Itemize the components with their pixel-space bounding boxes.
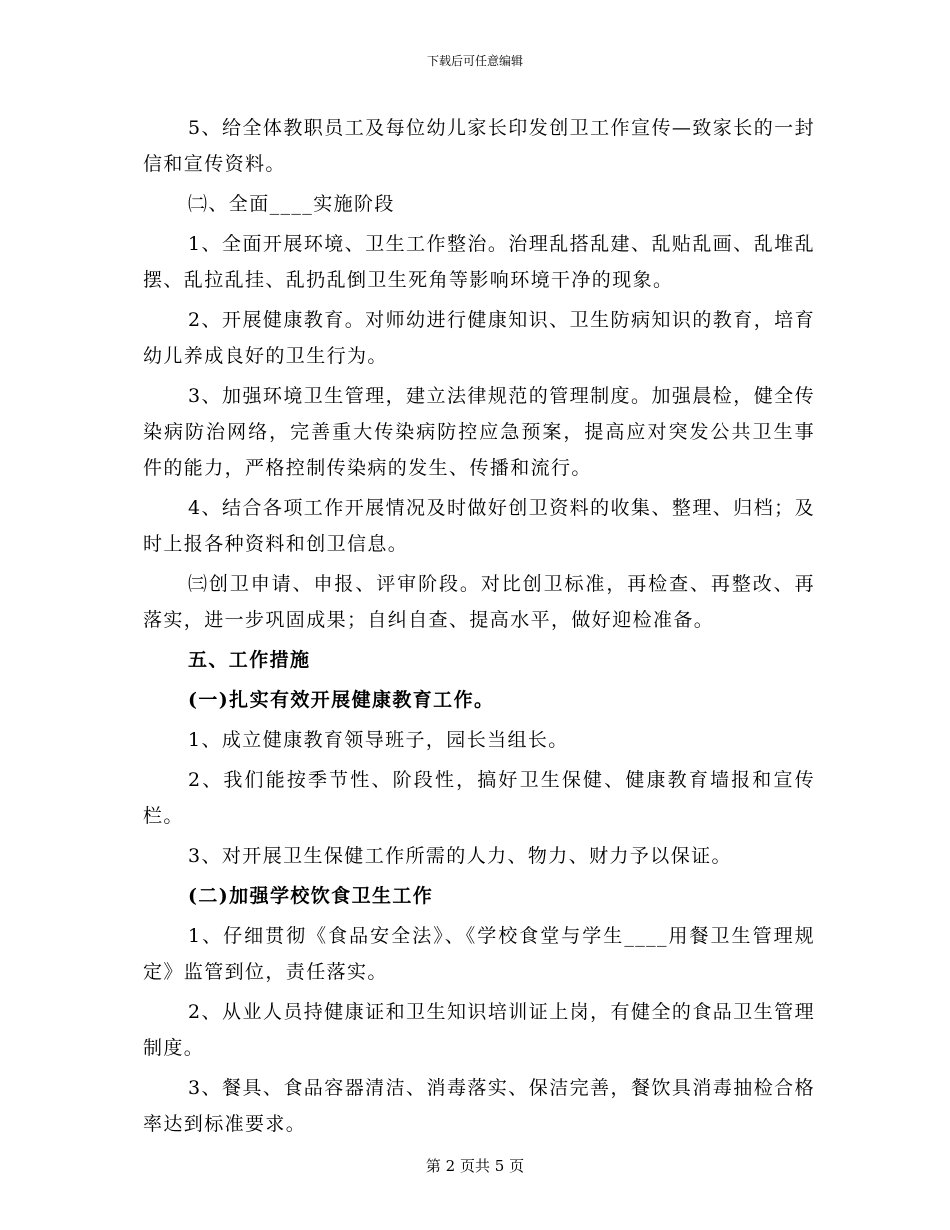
paragraph: 2、从业人员持健康证和卫生知识培训证上岗，有健全的食品卫生管理制度。 xyxy=(143,1001,815,1059)
document-body xyxy=(143,110,815,1146)
paragraph: 3、餐具、食品容器清洁、消毒落实、保洁完善，餐饮具消毒抽检合格率达到标准要求。 xyxy=(143,1077,815,1135)
section-heading: 五、工作措施 xyxy=(188,649,311,671)
paragraph: 1、成立健康教育领导班子，园长当组长。 xyxy=(188,729,569,751)
section-heading: (二)加强学校饮食卫生工作 xyxy=(188,885,434,907)
paragraph: ㈡、全面____实施阶段 xyxy=(188,193,395,215)
paragraph: 2、我们能按季节性、阶段性，搞好卫生保健、健康教育墙报和宣传栏。 xyxy=(143,769,815,827)
paragraph: 2、开展健康教育。对师幼进行健康知识、卫生防病知识的教育，培育幼儿养成良好的卫生行为。 xyxy=(143,309,815,367)
paragraph: 3、加强环境卫生管理，建立法律规范的管理制度。加强晨检，健全传染病防治网络，完善重大传染病防控应急预案，提高应对突发公共卫生事件的能力，严格控制传染病的发生、传播和流行。 xyxy=(143,385,815,479)
paragraph: 3、对开展卫生保健工作所需的人力、物力、财力予以保证。 xyxy=(188,845,732,867)
paragraph: 1、全面开展环境、卫生工作整治。治理乱搭乱建、乱贴乱画、乱堆乱摆、乱拉乱挂、乱扔乱倒卫生死角等影响环境干净的现象。 xyxy=(143,233,815,291)
paragraph: 4、结合各项工作开展情况及时做好创卫资料的收集、整理、归档；及时上报各种资料和创卫信息。 xyxy=(143,497,815,555)
section-heading: (一)扎实有效开展健康教育工作。 xyxy=(188,689,495,711)
paragraph: 5、给全体教职员工及每位幼儿家长印发创卫工作宣传—致家长的一封信和宣传资料。 xyxy=(143,117,815,175)
page-header: 下载后可任意编辑 xyxy=(426,54,523,68)
page-footer: 第 2 页共 5 页 xyxy=(425,1157,525,1175)
paragraph: 1、仔细贯彻《食品安全法》、《学校食堂与学生____用餐卫生管理规定》监管到位，责任落实。 xyxy=(143,925,815,983)
paragraph: ㈢创卫申请、申报、评审阶段。对比创卫标准，再检查、再整改、再落实，进一步巩固成果；自纠自查、提高水平，做好迎检准备。 xyxy=(143,573,815,631)
